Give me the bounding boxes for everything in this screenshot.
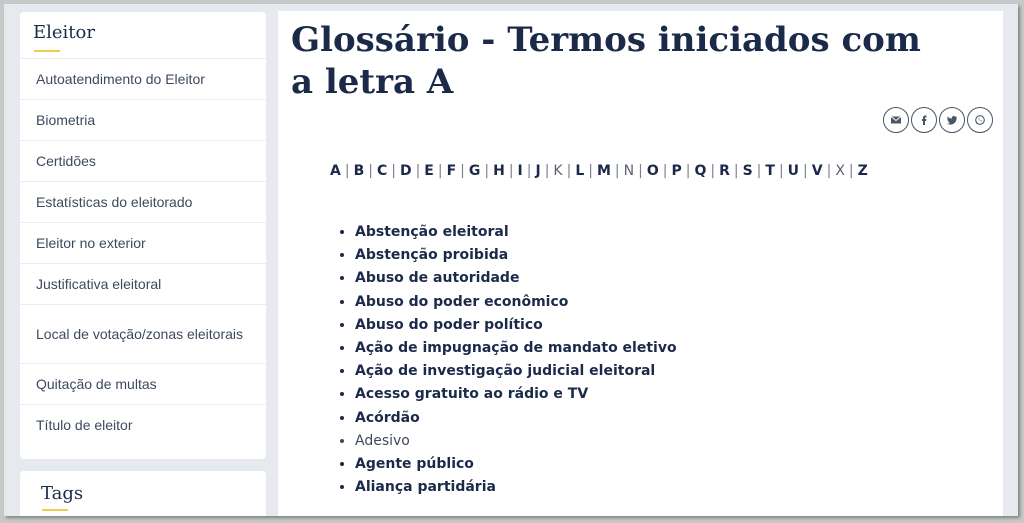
sidebar-item-quitacao-multas[interactable]: Quitação de multas	[20, 363, 266, 404]
page-title: Glossário - Termos iniciados com a letra A	[291, 20, 921, 102]
letter-link-c[interactable]: C	[376, 163, 388, 179]
alphabet-nav: A | B | C | D | E | F | G | H | I | J | K | L | M | N | O | P | Q | R | S | T | U | V | X | Z	[330, 163, 868, 179]
sidebar-title: Eleitor	[33, 22, 95, 43]
letter-link-z[interactable]: Z	[857, 163, 868, 179]
tags-title: Tags	[41, 483, 84, 504]
sidebar-tags	[20, 471, 266, 516]
sidebar-item-autoatendimento[interactable]: Autoatendimento do Eleitor	[20, 58, 266, 99]
twitter-icon	[946, 114, 958, 126]
share-twitter-button[interactable]	[939, 107, 965, 133]
term-link[interactable]: • Aliança partidária	[355, 476, 677, 499]
term-text: • Adesivo	[355, 430, 677, 453]
share-whatsapp-button[interactable]	[967, 107, 993, 133]
letter-link-o[interactable]: O	[646, 163, 659, 179]
sidebar-item-local-votacao[interactable]: Local de votação/zonas eleitorais	[20, 304, 266, 363]
letter-k: K	[553, 163, 563, 179]
sidebar-title-underline	[34, 50, 60, 52]
share-email-button[interactable]	[883, 107, 909, 133]
term-link[interactable]: • Abstenção proibida	[355, 244, 677, 267]
letter-link-a[interactable]: A	[330, 163, 341, 179]
terms-list	[334, 221, 677, 499]
letter-link-v[interactable]: V	[811, 163, 823, 179]
sidebar-list	[20, 58, 266, 445]
letter-link-p[interactable]: P	[671, 163, 682, 179]
letter-link-g[interactable]: G	[468, 163, 481, 179]
sidebar-item-certidoes[interactable]: Certidões	[20, 140, 266, 181]
letter-link-m[interactable]: M	[596, 163, 611, 179]
letter-link-i[interactable]: I	[517, 163, 523, 179]
letter-link-u[interactable]: U	[787, 163, 800, 179]
letter-x: X	[835, 163, 845, 179]
term-link[interactable]: • Abuso do poder econômico	[355, 291, 677, 314]
facebook-icon	[918, 114, 930, 126]
whatsapp-icon	[974, 114, 986, 126]
letter-link-h[interactable]: H	[493, 163, 505, 179]
sidebar-eleitor	[20, 12, 266, 459]
letter-link-f[interactable]: F	[446, 163, 457, 179]
page-frame	[4, 4, 1018, 516]
letter-link-l[interactable]: L	[575, 163, 585, 179]
envelope-icon	[890, 114, 902, 126]
sidebar-item-justificativa[interactable]: Justificativa eleitoral	[20, 263, 266, 304]
tags-title-underline	[42, 509, 68, 511]
term-link[interactable]: • Ação de investigação judicial eleitoral	[355, 360, 677, 383]
letter-link-r[interactable]: R	[719, 163, 730, 179]
share-facebook-button[interactable]	[911, 107, 937, 133]
letter-link-s[interactable]: S	[742, 163, 753, 179]
letter-link-q[interactable]: Q	[694, 163, 707, 179]
term-link[interactable]: • Abstenção eleitoral	[355, 221, 677, 244]
sidebar-item-eleitor-exterior[interactable]: Eleitor no exterior	[20, 222, 266, 263]
share-buttons	[883, 107, 993, 133]
main-content	[278, 11, 1003, 516]
term-link[interactable]: • Abuso de autoridade	[355, 267, 677, 290]
letter-link-b[interactable]: B	[353, 163, 365, 179]
letter-link-t[interactable]: T	[765, 163, 775, 179]
term-link[interactable]: • Ação de impugnação de mandato eletivo	[355, 337, 677, 360]
letter-n: N	[623, 163, 635, 179]
sidebar-item-biometria[interactable]: Biometria	[20, 99, 266, 140]
term-link[interactable]: • Abuso do poder político	[355, 314, 677, 337]
letter-link-e[interactable]: E	[424, 163, 434, 179]
term-link[interactable]: • Agente público	[355, 453, 677, 476]
letter-link-d[interactable]: D	[399, 163, 412, 179]
term-link[interactable]: • Acórdão	[355, 407, 677, 430]
letter-link-j[interactable]: J	[535, 163, 541, 179]
term-link[interactable]: • Acesso gratuito ao rádio e TV	[355, 383, 677, 406]
sidebar-item-estatisticas[interactable]: Estatísticas do eleitorado	[20, 181, 266, 222]
sidebar-item-titulo-eleitor[interactable]: Título de eleitor	[20, 404, 266, 445]
